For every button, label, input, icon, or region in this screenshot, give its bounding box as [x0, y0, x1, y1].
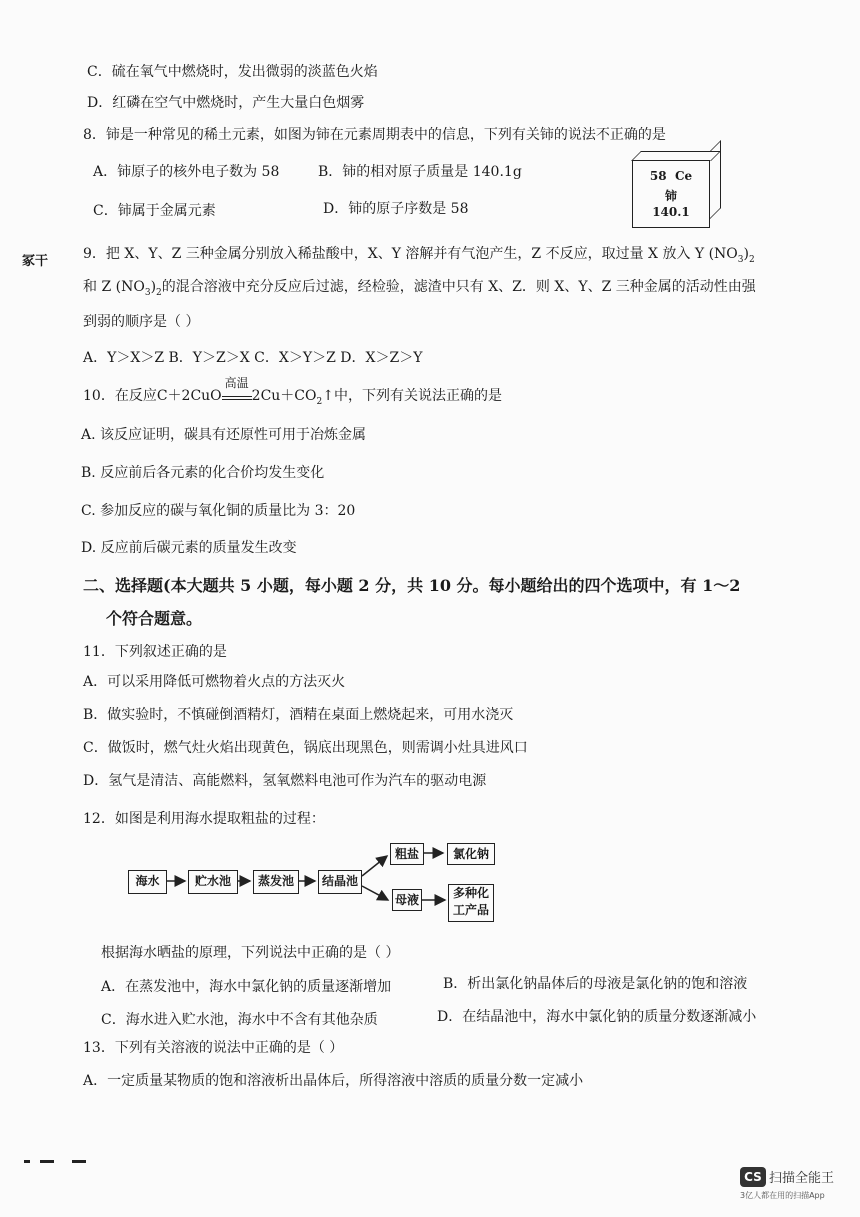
q7-option-c: C．硫在氧气中燃烧时，发出微弱的淡蓝色火焰 [87, 64, 378, 80]
atomic-number: 58 [649, 169, 667, 183]
condition-text: 高温 [224, 376, 249, 390]
box-crystallization: 结晶池 [318, 870, 362, 894]
q13-stem: 13．下列有关溶液的说法中正确的是（ ） [83, 1040, 344, 1056]
q9-line2-paren: ) [150, 279, 157, 295]
subscript: 2 [316, 396, 323, 407]
q9-line1-text: 9．把 X、Y、Z 三种金属分别放入稀盐酸中，X、Y 溶解并有气泡产生，Z 不反应，取过量 X 放入 Y (NO [83, 246, 738, 262]
q10-suffix: 中，下列有关说法正确的是 [333, 388, 502, 404]
q8-option-b: B．铈的相对原子质量是 140.1g [318, 164, 522, 180]
equation-reactants: C＋2CuO [156, 388, 222, 404]
q13-option-a: A．一定质量某物质的饱和溶液析出晶体后，所得溶液中溶质的质量分数一定减小 [83, 1073, 584, 1089]
arrow-crystallization-crude [362, 856, 387, 876]
q8-option-d: D．铈的原子序数是 58 [323, 201, 469, 217]
atomic-mass: 140.1 [652, 205, 690, 219]
subscript: 2 [156, 287, 162, 298]
element-symbol: Ce [674, 169, 693, 183]
equation-products: 2Cu＋CO [251, 388, 317, 404]
subscript: 3 [737, 254, 744, 265]
app-tagline: 3亿人都在用的扫描App [740, 1191, 825, 1200]
q8-option-a: A．铈原子的核外电子数为 58 [93, 164, 280, 180]
cs-logo-icon: CS [740, 1167, 766, 1187]
q12-option-d: D．在结晶池中，海水中氯化钠的质量分数逐渐减小 [437, 1009, 757, 1025]
box-nacl: 氯化钠 [447, 843, 495, 865]
arrow-crystallization-mother [362, 886, 388, 900]
q12-option-a: A．在蒸发池中，海水中氯化钠的质量逐渐增加 [101, 979, 392, 995]
q9-options: A．Y＞X＞Z B．Y＞Z＞X C．X＞Y＞Z D．X＞Z＞Y [83, 350, 423, 366]
gas-arrow: ↑ [322, 388, 334, 404]
q10-prefix: 10．在反应 [83, 388, 157, 404]
q8-stem: 8．铈是一种常见的稀土元素，如图为铈在元素周期表中的信息，下列有关铈的说法不正确的是 [83, 127, 666, 143]
q10-option-d: D. 反应前后碳元素的质量发生改变 [81, 540, 297, 556]
q12-option-c: C．海水进入贮水池，海水中不含有其他杂质 [101, 1012, 378, 1028]
box-chem-products: 多种化工产品 [448, 884, 494, 922]
scanner-watermark [740, 1166, 835, 1200]
q10-option-c: C. 参加反应的碳与氧化铜的质量比为 3：20 [81, 503, 356, 519]
q10-option-b: B. 反应前后各元素的化合价均发生变化 [81, 465, 325, 481]
box-evaporation: 蒸发池 [253, 870, 299, 894]
box-crude-salt: 粗盐 [390, 843, 424, 865]
q11-option-a: A．可以采用降低可燃物着火点的方法灭火 [83, 674, 346, 690]
box-seawater: 海水 [128, 870, 167, 894]
q9-line1-paren: ) [743, 246, 749, 262]
q10-option-a: A. 该反应证明，碳具有还原性可用于冶炼金属 [81, 427, 367, 443]
section-2-heading-cont: 个符合题意。 [106, 609, 203, 628]
subscript: 2 [748, 254, 755, 265]
q9-line2-prefix: 和 Z (NO [83, 279, 145, 295]
element-name: 铈 [664, 189, 677, 203]
q11-stem: 11．下列叙述正确的是 [83, 644, 227, 660]
q8-option-c: C．铈属于金属元素 [93, 203, 216, 219]
q12-option-b: B．析出氯化钠晶体后的母液是氯化钠的饱和溶液 [443, 976, 748, 992]
q12-stem: 12．如图是利用海水提取粗盐的过程： [83, 811, 325, 827]
q11-option-b: B．做实验时，不慎碰倒酒精灯，酒精在桌面上燃烧起来，可用水浇灭 [83, 707, 514, 723]
box-mother-liquor: 母液 [392, 889, 422, 911]
q11-option-c: C．做饭时，燃气灶火焰出现黄色，锅底出现黑色，则需调小灶具进风口 [83, 740, 528, 756]
q7-option-d: D．红磷在空气中燃烧时，产生大量白色烟雾 [87, 95, 365, 111]
margin-text: 冢干 [22, 254, 49, 269]
q9-stem-line3: 到弱的顺序是（ ） [83, 314, 200, 330]
scan-marks [24, 1148, 86, 1167]
app-name: 扫描全能王 [769, 1171, 835, 1186]
q9-line2-text: 的混合溶液中充分反应后过滤，经检验，滤渣中只有 X、Z．则 X、Y、Z 三种金属的活动性由强 [161, 279, 756, 295]
q11-option-d: D．氢气是清洁、高能燃料，氢氧燃料电池可作为汽车的驱动电源 [83, 773, 487, 789]
q12-question: 根据海水晒盐的原理，下列说法中正确的是（ ） [101, 945, 400, 961]
subscript: 3 [144, 287, 151, 298]
section-2-heading: 二、选择题(本大题共 5 小题，每小题 2 分，共 10 分。每小题给出的四个选项中，有 1～2 [83, 576, 741, 595]
box-reservoir: 贮水池 [188, 870, 238, 894]
